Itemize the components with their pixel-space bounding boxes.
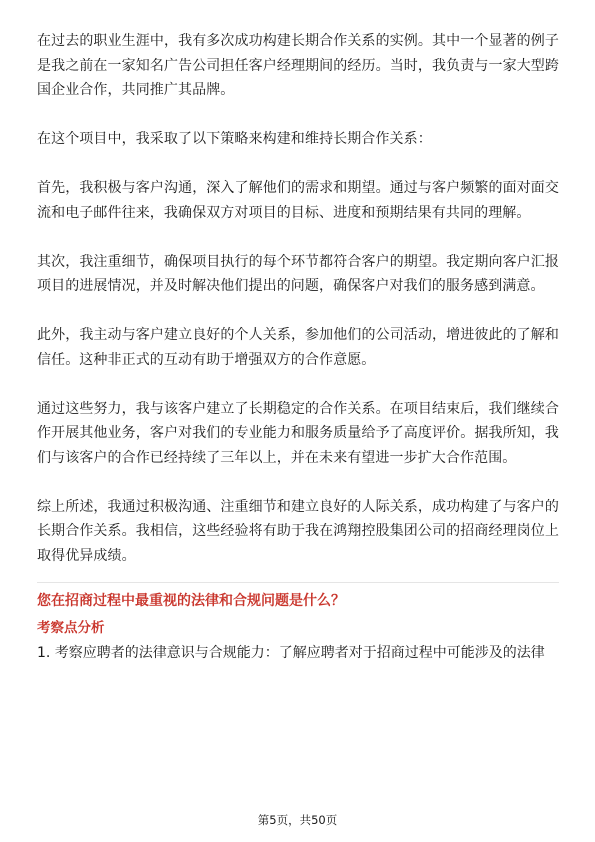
answer-paragraph-6: 通过这些努力，我与该客户建立了长期稳定的合作关系。在项目结束后，我们继续合作开展其他业务，客户对我们的专业能力和服务质量给予了高度评价。据我所知，我们与该客户的合作已经持续了三年以上，并在未来有望进一步扩大合作范围。 — [37, 400, 559, 466]
analysis-heading: 考察点分析 — [37, 620, 105, 636]
interview-question: 您在招商过程中最重视的法律和合规问题是什么？ — [37, 593, 345, 609]
answer-paragraph-1: 在过去的职业生涯中，我有多次成功构建长期合作关系的实例。其中一个显著的例子是我之前在一家知名广告公司担任客户经理期间的经历。当时，我负责与一家大型跨国企业合作，共同推广其品牌。 — [37, 33, 559, 98]
answer-paragraph-2: 在这个项目中，我采取了以下策略来构建和维持长期合作关系： — [37, 131, 432, 147]
section-divider — [37, 582, 559, 583]
document-body — [37, 29, 559, 663]
answer-paragraph-3: 首先，我积极与客户沟通，深入了解他们的需求和期望。通过与客户频繁的面对面交流和电子邮件往来，我确保双方对项目的目标、进度和预期结果有共同的理解。 — [37, 180, 559, 221]
answer-paragraph-5: 此外，我主动与客户建立良好的个人关系，参加他们的公司活动，增进彼此的了解和信任。这种非正式的互动有助于增强双方的合作意愿。 — [37, 327, 559, 368]
answer-paragraph-4: 其次，我注重细节，确保项目执行的每个环节都符合客户的期望。我定期向客户汇报项目的进展情况，并及时解决他们提出的问题，确保客户对我们的服务感到满意。 — [37, 253, 559, 294]
analysis-point-1: 1. 考察应聘者的法律意识与合规能力：了解应聘者对于招商过程中可能涉及的法律 — [37, 645, 545, 661]
answer-paragraph-7: 综上所述，我通过积极沟通、注重细节和建立良好的人际关系，成功构建了与客户的长期合作关系。我相信，这些经验将有助于我在鸿翔控股集团公司的招商经理岗位上取得优异成绩。 — [37, 498, 559, 564]
page-number: 第5页，共50页 — [257, 813, 338, 827]
